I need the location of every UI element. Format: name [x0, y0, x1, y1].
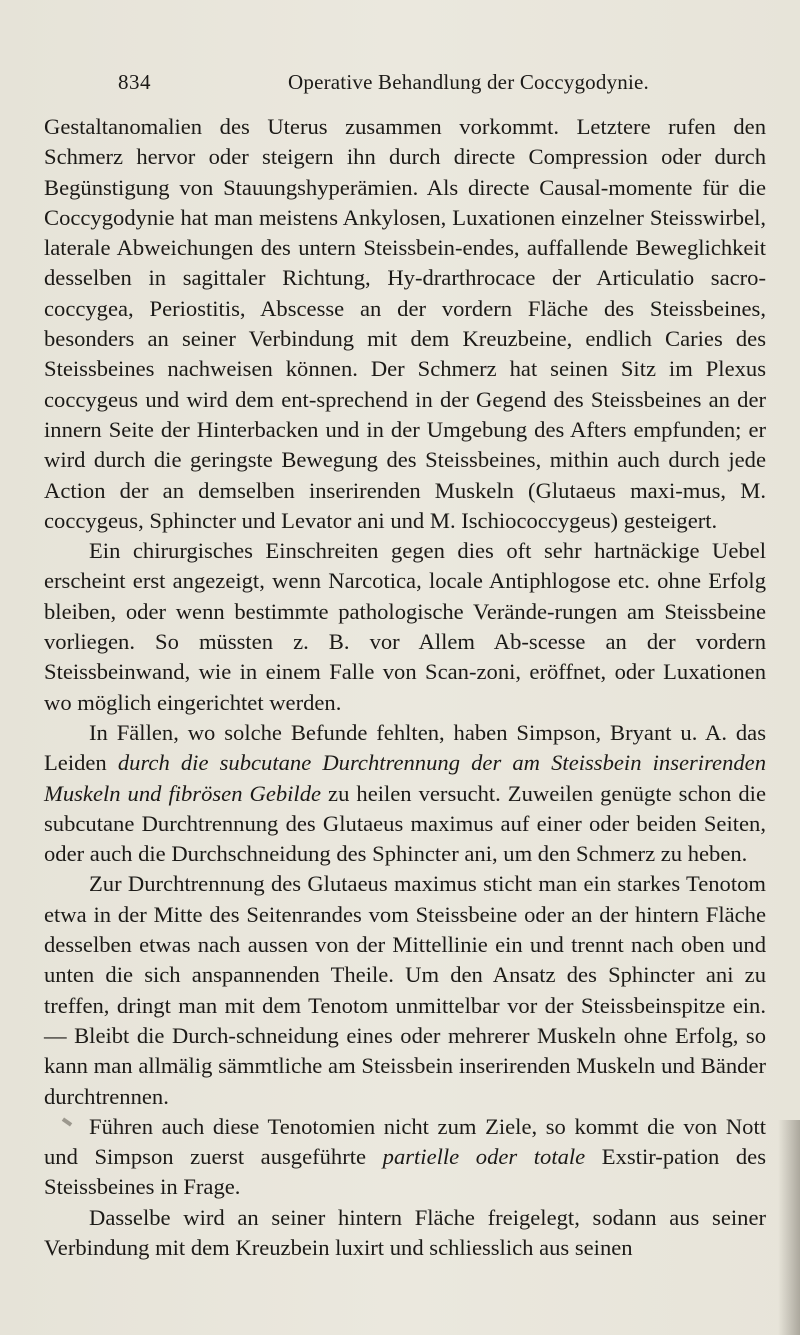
paragraph: [44, 112, 766, 536]
page-number: 834: [118, 70, 151, 94]
text-run: Exstir-pation des Steissbeines in Frage.: [44, 1144, 767, 1200]
page-header: [118, 70, 758, 100]
italic-text-run: durch die subcutane Durchtrennung der am Steissbein inserirenden Muskeln und fibrösen Gebilde: [44, 750, 766, 806]
paragraph: [44, 536, 766, 718]
page-edge-shadow: [778, 1120, 800, 1335]
text-run: Dasselbe wird an seiner hintern Fläche freigelegt, sodann aus seiner Verbindung mit dem Kreuzbein luxirt und schliesslich aus seinen: [44, 1204, 766, 1260]
paragraph: [44, 1112, 766, 1203]
text-run: zu heilen versucht. Zuweilen genügte schon die subcutane Durchtrennung des Glutaeus maximus auf einer oder beiden Seiten, oder auch die Durchschneidung des Sphincter ani, um den Schmerz zu heben.: [44, 780, 766, 867]
paragraph: [44, 718, 766, 869]
paragraph: [44, 1203, 766, 1264]
body-text: [44, 112, 766, 1263]
text-run: Zur Durchtrennung des Glutaeus maximus sticht man ein starkes Tenotom etwa in der Mitte des Seitenrandes vom Steissbeine oder an der hintern Fläche desselben etwas nach aussen von der Mittellinie ein und trennt nach oben und unten die sich anspannenden Theile. Um den Ansatz des Sphincter ani zu treffen, dringt man mit dem Tenotom unmittelbar vor der Steissbeinspitze ein. — Bleibt die Durch-schneidung eines oder mehrerer Muskeln ohne Erfolg, so kann man allmälig sämmtliche am Steissbein inserirenden Muskeln und Bänder durchtrennen.: [44, 871, 766, 1109]
text-run: Führen auch diese Tenotomien nicht zum Ziele, so kommt die von Nott und Simpson zuerst ausgeführte: [44, 1113, 766, 1170]
italic-text-run: partielle oder totale: [382, 1144, 586, 1170]
paragraph: [44, 869, 766, 1111]
text-run: Gestaltanomalien des Uterus zusammen vorkommt. Letztere rufen den Schmerz hervor oder steigern ihn durch directe Compression oder durch Begünstigung von Stauungshyperämien. Als directe Causal-momente für die Coccygodynie hat man meistens Ankylosen, Luxationen einzelner Steisswirbel, laterale Abweichungen des untern Steissbein-endes, auffallende Beweglichkeit desselben in sagittaler Richtung, Hy-drarthrocace der Articulatio sacro-coccygea, Periostitis, Abscesse an der vordern Fläche des Steissbeines, besonders an seiner Verbindung mit dem Kreuzbeine, endlich Caries des Steissbeines nachweisen können. Der Schmerz hat seinen Sitz im Plexus coccygeus und wird dem ent-sprechend in der Gegend des Steissbeines an der innern Seite der Hinterbacken und in der Umgebung des Afters empfunden; er wird durch die geringste Bewegung des Steissbeines, mithin auch durch jede Action der an demselben inserirenden Muskeln (Glutaeus maxi-mus, M. coccygeus, Sphincter und Levator ani und M. Ischiococcygeus) gesteigert.: [44, 114, 766, 533]
text-run: Ein chirurgisches Einschreiten gegen dies oft sehr hartnäckige Uebel erscheint erst angezeigt, wenn Narcotica, locale Antiphlogose etc. ohne Erfolg bleiben, oder wenn bestimmte pathologische Verände-rungen am Steissbeine vorliegen. So müssten z. B. vor Allem Ab-scesse an der vordern Steissbeinwand, wie in einem Falle von Scan-zoni, eröffnet, oder Luxationen wo möglich eingerichtet werden.: [44, 538, 766, 715]
text-run: In Fällen, wo solche Befunde fehlten, haben Simpson, Bryant u. A. das Leiden: [44, 719, 766, 776]
running-title: Operative Behandlung der Coccygodynie.: [288, 70, 649, 94]
